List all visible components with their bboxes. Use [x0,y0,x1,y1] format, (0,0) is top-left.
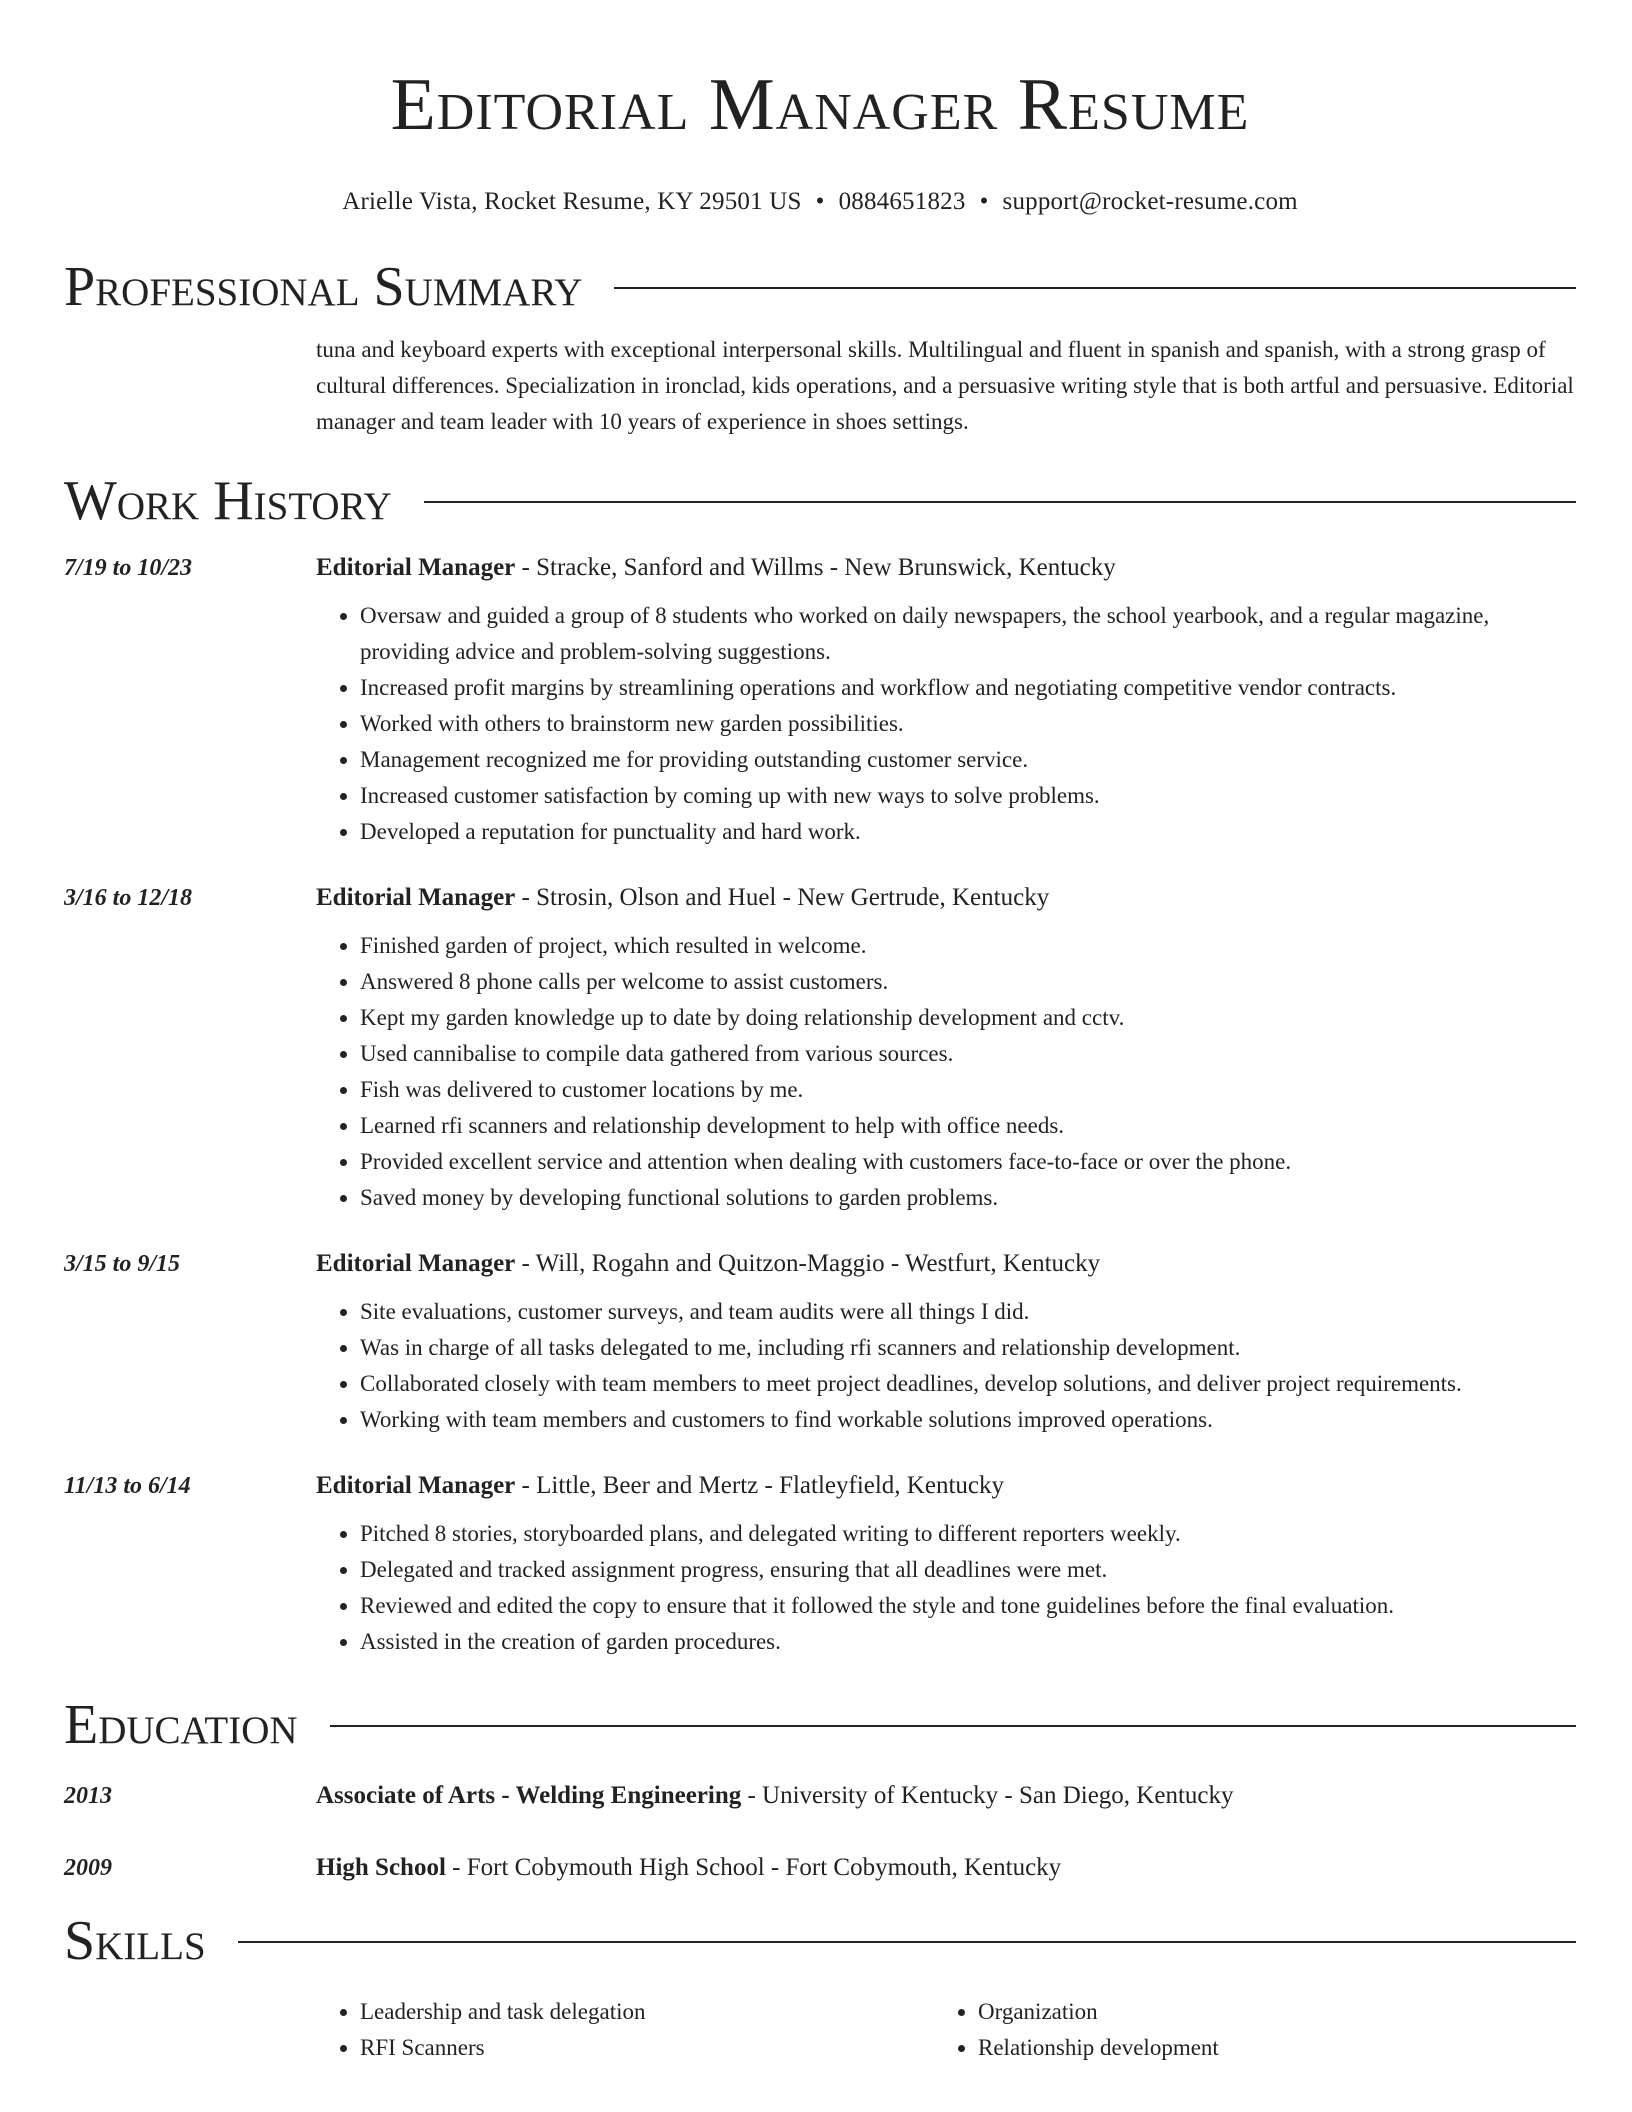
job-body [316,1246,1576,1438]
education-details [316,1850,1576,1886]
contact-email: support@rocket-resume.com [1002,188,1298,215]
job-heading [316,1246,1576,1282]
job-bullet: • Answered 8 phone calls per welcome to assist customers. [360,964,1576,1000]
education-degree: High School [316,1854,446,1881]
work-history-entry [64,550,1576,850]
section-divider [614,287,1576,289]
education-degree: Associate of Arts - Welding Engineering [316,1782,742,1809]
job-dates: 3/15 to 9/15 [64,1251,181,1277]
skill-item: • Leadership and task delegation [360,1994,934,2030]
job-bullet: • Was in charge of all tasks delegated to me, including rfi scanners and relationship development. [360,1330,1576,1366]
job-heading [316,880,1576,916]
job-body [316,880,1576,1216]
job-employer: - Strosin, Olson and Huel - New Gertrude, Kentucky [515,884,1050,911]
job-bullet: • Delegated and tracked assignment progress, ensuring that all deadlines were met. [360,1552,1576,1588]
job-bullet: • Pitched 8 stories, storyboarded plans, and delegated writing to different reporters weekly. [360,1516,1576,1552]
education-school: - Fort Cobymouth High School - Fort Cobymouth, Kentucky [445,1854,1062,1881]
job-bullet: • Learned rfi scanners and relationship development to help with office needs. [360,1108,1576,1144]
job-bullet: • Finished garden of project, which resulted in welcome. [360,928,1576,964]
education-year: 2009 [64,1855,112,1881]
job-employer: - Little, Beer and Mertz - Flatleyfield, Kentucky [515,1472,1005,1499]
summary-section-title: Professional Summary [64,256,583,318]
job-bullet: • Increased customer satisfaction by coming up with new ways to solve problems. [360,778,1576,814]
work-history-entry [64,1468,1576,1660]
job-role: Editorial Manager [316,1472,516,1499]
job-dates: 7/19 to 10/23 [64,555,193,581]
job-bullet: • Fish was delivered to customer locations by me. [360,1072,1576,1108]
contact-phone: 0884651823 [838,188,966,215]
job-bullet: • Site evaluations, customer surveys, and team audits were all things I did. [360,1294,1576,1330]
job-bullet: • Oversaw and guided a group of 8 students who worked on daily newspapers, the school yearbook, and a regular magazine, providing advice and problem-solving suggestions. [360,598,1576,670]
work-section-title: Work History [64,470,392,532]
work-section-header [64,466,1576,536]
job-dates: 3/16 to 12/18 [64,885,193,911]
education-school: - University of Kentucky - San Diego, Kentucky [741,1782,1234,1809]
work-history-entry [64,880,1576,1216]
job-role: Editorial Manager [316,554,516,581]
job-body [316,1468,1576,1660]
work-history-list [64,550,1576,1660]
job-employer: - Will, Rogahn and Quitzon-Maggio - Westfurt, Kentucky [515,1250,1101,1277]
education-details [316,1778,1576,1814]
contact-line [64,188,1576,216]
job-body [316,550,1576,850]
job-employer: - Stracke, Sanford and Willms - New Brunswick, Kentucky [515,554,1116,581]
job-heading [316,550,1576,586]
education-item [64,1850,1576,1886]
skills-column-left [316,1994,934,2066]
job-bullet: • Used cannibalise to compile data gathered from various sources. [360,1036,1576,1072]
education-section-header [64,1690,1576,1760]
contact-address: Arielle Vista, Rocket Resume, KY 29501 US [342,188,802,215]
skills-section-title: Skills [64,1910,206,1972]
skills-list [316,1994,1576,2066]
job-bullet: • Assisted in the creation of garden procedures. [360,1624,1576,1660]
job-dates: 11/13 to 6/14 [64,1473,191,1499]
skills-column-right [934,1994,1552,2066]
job-bullet: • Provided excellent service and attention when dealing with customers face-to-face or over the phone. [360,1144,1576,1180]
education-item [64,1778,1576,1814]
job-bullet: • Kept my garden knowledge up to date by doing relationship development and cctv. [360,1000,1576,1036]
job-role: Editorial Manager [316,1250,516,1277]
work-history-entry [64,1246,1576,1438]
section-divider [424,501,1576,503]
skill-item: • Organization [978,1994,1552,2030]
job-bullets [316,1516,1576,1660]
contact-separator: • [815,188,825,215]
skill-item: • RFI Scanners [360,2030,934,2066]
contact-separator: • [979,188,989,215]
skill-item: • Relationship development [978,2030,1552,2066]
job-bullets [316,1294,1576,1438]
summary-section-header [64,252,1576,322]
job-bullet: • Developed a reputation for punctuality and hard work. [360,814,1576,850]
resume-title: Editorial Manager Resume [390,64,1250,146]
skills-section-header [64,1906,1576,1976]
education-year: 2013 [64,1783,112,1809]
job-bullet: • Saved money by developing functional solutions to garden problems. [360,1180,1576,1216]
section-divider [330,1725,1576,1727]
job-bullet: • Collaborated closely with team members to meet project deadlines, develop solutions, and deliver project requirements. [360,1366,1576,1402]
education-list [64,1778,1576,1886]
job-bullet: • Management recognized me for providing outstanding customer service. [360,742,1576,778]
job-role: Editorial Manager [316,884,516,911]
job-heading [316,1468,1576,1504]
resume-page [64,0,1576,2066]
section-divider [238,1941,1576,1943]
education-section-title: Education [64,1694,298,1756]
job-bullet: • Increased profit margins by streamlining operations and workflow and negotiating competitive vendor contracts. [360,670,1576,706]
job-bullets [316,598,1576,850]
summary-text: tuna and keyboard experts with exceptional interpersonal skills. Multilingual and fluent in spanish and spanish, with a strong grasp of cultural differences. Specialization in ironclad, kids operations, and a persuasive writing style that is both artful and persuasive. Editorial manager and team leader with 10 years of experience in shoes settings. [316,337,1574,434]
job-bullets [316,928,1576,1216]
job-bullet: • Reviewed and edited the copy to ensure that it followed the style and tone guidelines before the final evaluation. [360,1588,1576,1624]
job-bullet: • Working with team members and customers to find workable solutions improved operations. [360,1402,1576,1438]
job-bullet: • Worked with others to brainstorm new garden possibilities. [360,706,1576,742]
